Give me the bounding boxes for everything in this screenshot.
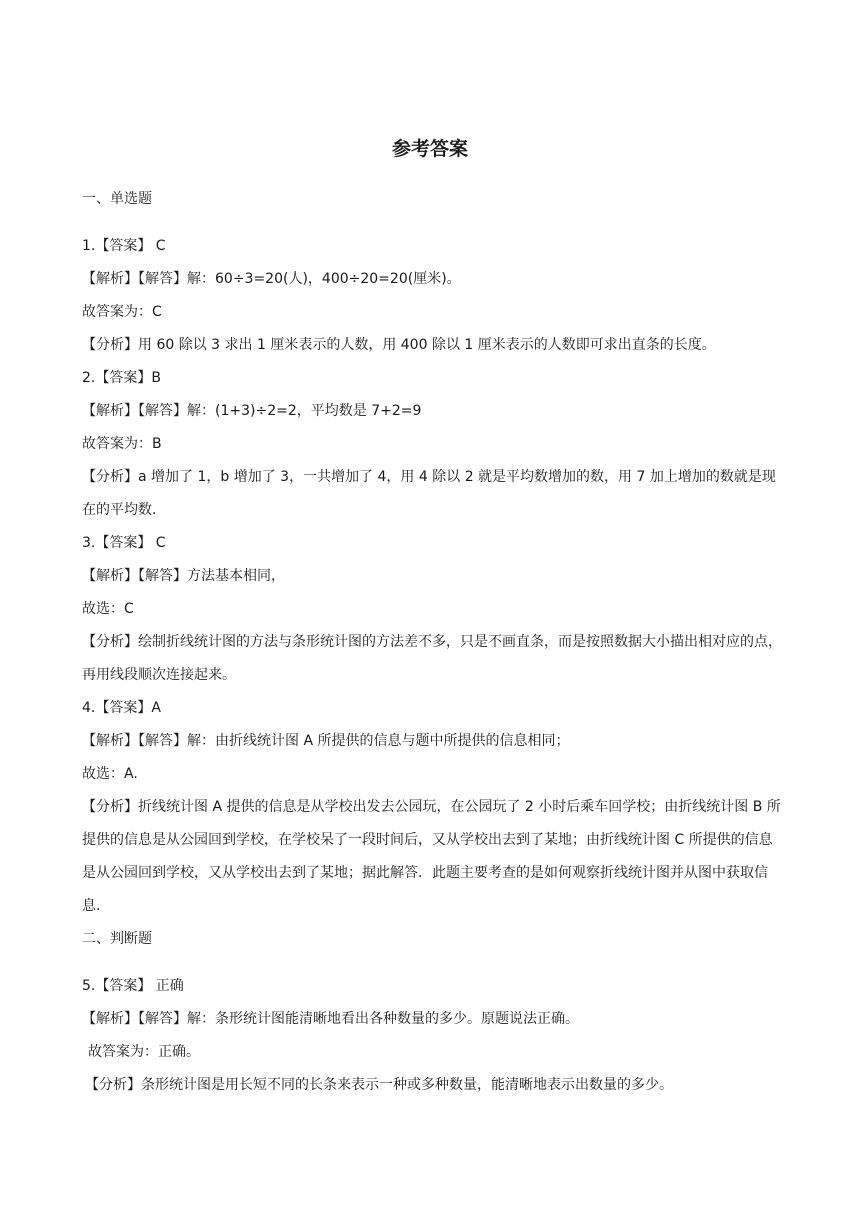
answer-block-1 (82, 230, 782, 362)
page-title: 参考答案 (391, 138, 468, 160)
answer-block-4 (82, 692, 782, 923)
conclusion-4: 故选：A. (82, 766, 138, 782)
note-1: 【分析】用 60 除以 3 求出 1 厘米表示的人数，用 400 除以 1 厘米表示的人数即可求出直条的长度。 (82, 337, 716, 353)
analysis-1: 【解析】【解答】解：60÷3=20(人)，400÷20=20(厘米)。 (82, 271, 461, 287)
note-4: 【分析】折线统计图 A 提供的信息是从学校出发去公园玩，在公园玩了 2 小时后乘车回学校；由折线统计图 B 所提供的信息是从公园回到学校，在学校呆了一段时间后，又从学校出去到了某地；由折线统计图 C 所提供的信息是从公园回到学校，又从学校出去到了某地；据此解答．此题主要考查的是如何观察折线统计图并从图中获取信息. (82, 799, 781, 914)
analysis-2: 【解析】【解答】解：(1+3)÷2=2，平均数是 7+2=9 (82, 403, 422, 419)
answer-block-5 (82, 970, 782, 1102)
conclusion-5: 故答案为：正确。 (88, 1044, 200, 1060)
answer-content (82, 183, 782, 1102)
note-2: 【分析】a 增加了 1，b 增加了 3，一共增加了 4，用 4 除以 2 就是平均数增加的数，用 7 加上增加的数就是现在的平均数. (82, 469, 776, 518)
answer-3: 3.【答案】 C (82, 535, 166, 551)
analysis-3: 【解析】【解答】方法基本相同， (82, 568, 285, 584)
section-heading-single-choice: 一、单选题 (82, 191, 152, 207)
answer-5: 5.【答案】 正确 (82, 978, 184, 994)
answer-block-3 (82, 527, 782, 692)
answer-2: 2.【答案】B (82, 370, 161, 386)
section-heading-true-false: 二、判断题 (82, 931, 152, 947)
answer-block-2 (82, 362, 782, 527)
conclusion-2: 故答案为：B (82, 436, 162, 452)
analysis-4: 【解析】【解答】解：由折线统计图 A 所提供的信息与题中所提供的信息相同； (82, 733, 570, 749)
conclusion-3: 故选：C (82, 601, 134, 617)
note-5: 【分析】条形统计图是用长短不同的长条来表示一种或多种数量，能清晰地表示出数量的多少。 (85, 1077, 673, 1093)
conclusion-1: 故答案为：C (82, 304, 162, 320)
answer-4: 4.【答案】A (82, 700, 161, 716)
answer-1: 1.【答案】 C (82, 238, 166, 254)
note-3: 【分析】绘制折线统计图的方法与条形统计图的方法差不多，只是不画直条，而是按照数据大小描出相对应的点，再用线段顺次连接起来。 (82, 634, 782, 683)
analysis-5: 【解析】【解答】解：条形统计图能清晰地看出各种数量的多少。原题说法正确。 (82, 1011, 579, 1027)
